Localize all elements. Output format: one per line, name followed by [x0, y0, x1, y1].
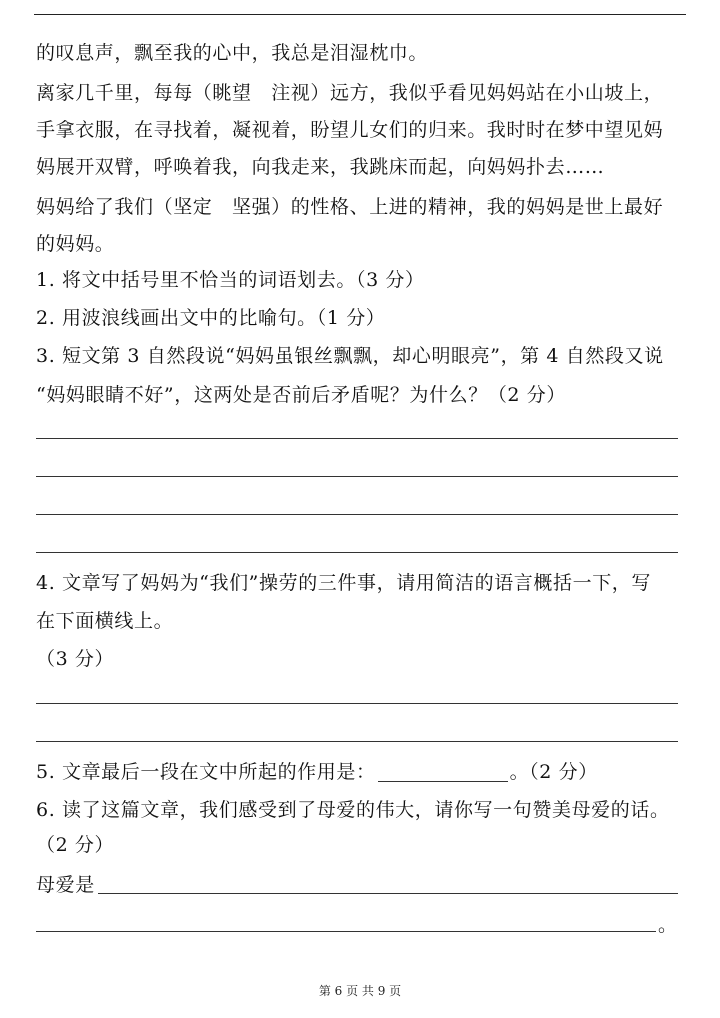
- passage-line-5: 妈妈给了我们（坚定 坚强）的性格、上进的精神，我的妈妈是世上最好: [36, 196, 664, 218]
- question-5: [36, 759, 598, 785]
- question-4-score: （3 分）: [36, 648, 115, 670]
- q4-answer-line-1[interactable]: [36, 703, 678, 704]
- page-number-footer: 第 6 页 共 9 页: [318, 984, 402, 998]
- question-2: 2. 用波浪线画出文中的比喻句。（1 分）: [36, 307, 386, 329]
- question-4-line-1: 4. 文章写了妈妈为“我们”操劳的三件事，请用简洁的语言概括一下，写: [36, 572, 651, 594]
- passage-line-6: 的妈妈。: [36, 233, 115, 255]
- q3-answer-line-2[interactable]: [36, 476, 678, 477]
- question-5-prompt: 5. 文章最后一段在文中所起的作用是：: [36, 761, 376, 783]
- passage-line-2: 离家几千里，每每（眺望 注视）远方，我似乎看见妈妈站在小山坡上，: [36, 82, 664, 104]
- question-3-line-2: “妈妈眼睛不好”，这两处是否前后矛盾呢？为什么？（2 分）: [36, 384, 566, 406]
- q6-prefix: 母爱是: [36, 874, 95, 896]
- q3-answer-line-4[interactable]: [36, 552, 678, 553]
- q5-answer-blank[interactable]: [378, 763, 508, 782]
- top-rule: [34, 14, 686, 15]
- question-4-line-2: 在下面横线上。: [36, 610, 174, 632]
- question-1: 1. 将文中括号里不恰当的词语划去。（3 分）: [36, 269, 425, 291]
- question-5-score: 。（2 分）: [509, 761, 598, 783]
- question-6-score: （2 分）: [36, 834, 115, 856]
- q4-answer-line-2[interactable]: [36, 741, 678, 742]
- question-6-line-1: 6. 读了这篇文章，我们感受到了母爱的伟大，请你写一句赞美母爱的话。: [36, 799, 670, 821]
- q6-answer-line-2[interactable]: [36, 931, 656, 932]
- passage-line-1: 的叹息声，飘至我的心中，我总是泪湿枕巾。: [36, 42, 429, 64]
- q3-answer-line-1[interactable]: [36, 438, 678, 439]
- passage-line-4: 妈展开双臂，呼唤着我，向我走来，我跳床而起，向妈妈扑去……: [36, 156, 605, 178]
- q6-answer-line-1[interactable]: [98, 893, 678, 894]
- q3-answer-line-3[interactable]: [36, 514, 678, 515]
- q6-end-period: 。: [658, 914, 678, 936]
- passage-line-3: 手拿衣服，在寻找着，凝视着，盼望儿女们的归来。我时时在梦中望见妈: [36, 119, 664, 141]
- question-3-line-1: 3. 短文第 3 自然段说“妈妈虽银丝飘飘，却心明眼亮”，第 4 自然段又说: [36, 345, 664, 367]
